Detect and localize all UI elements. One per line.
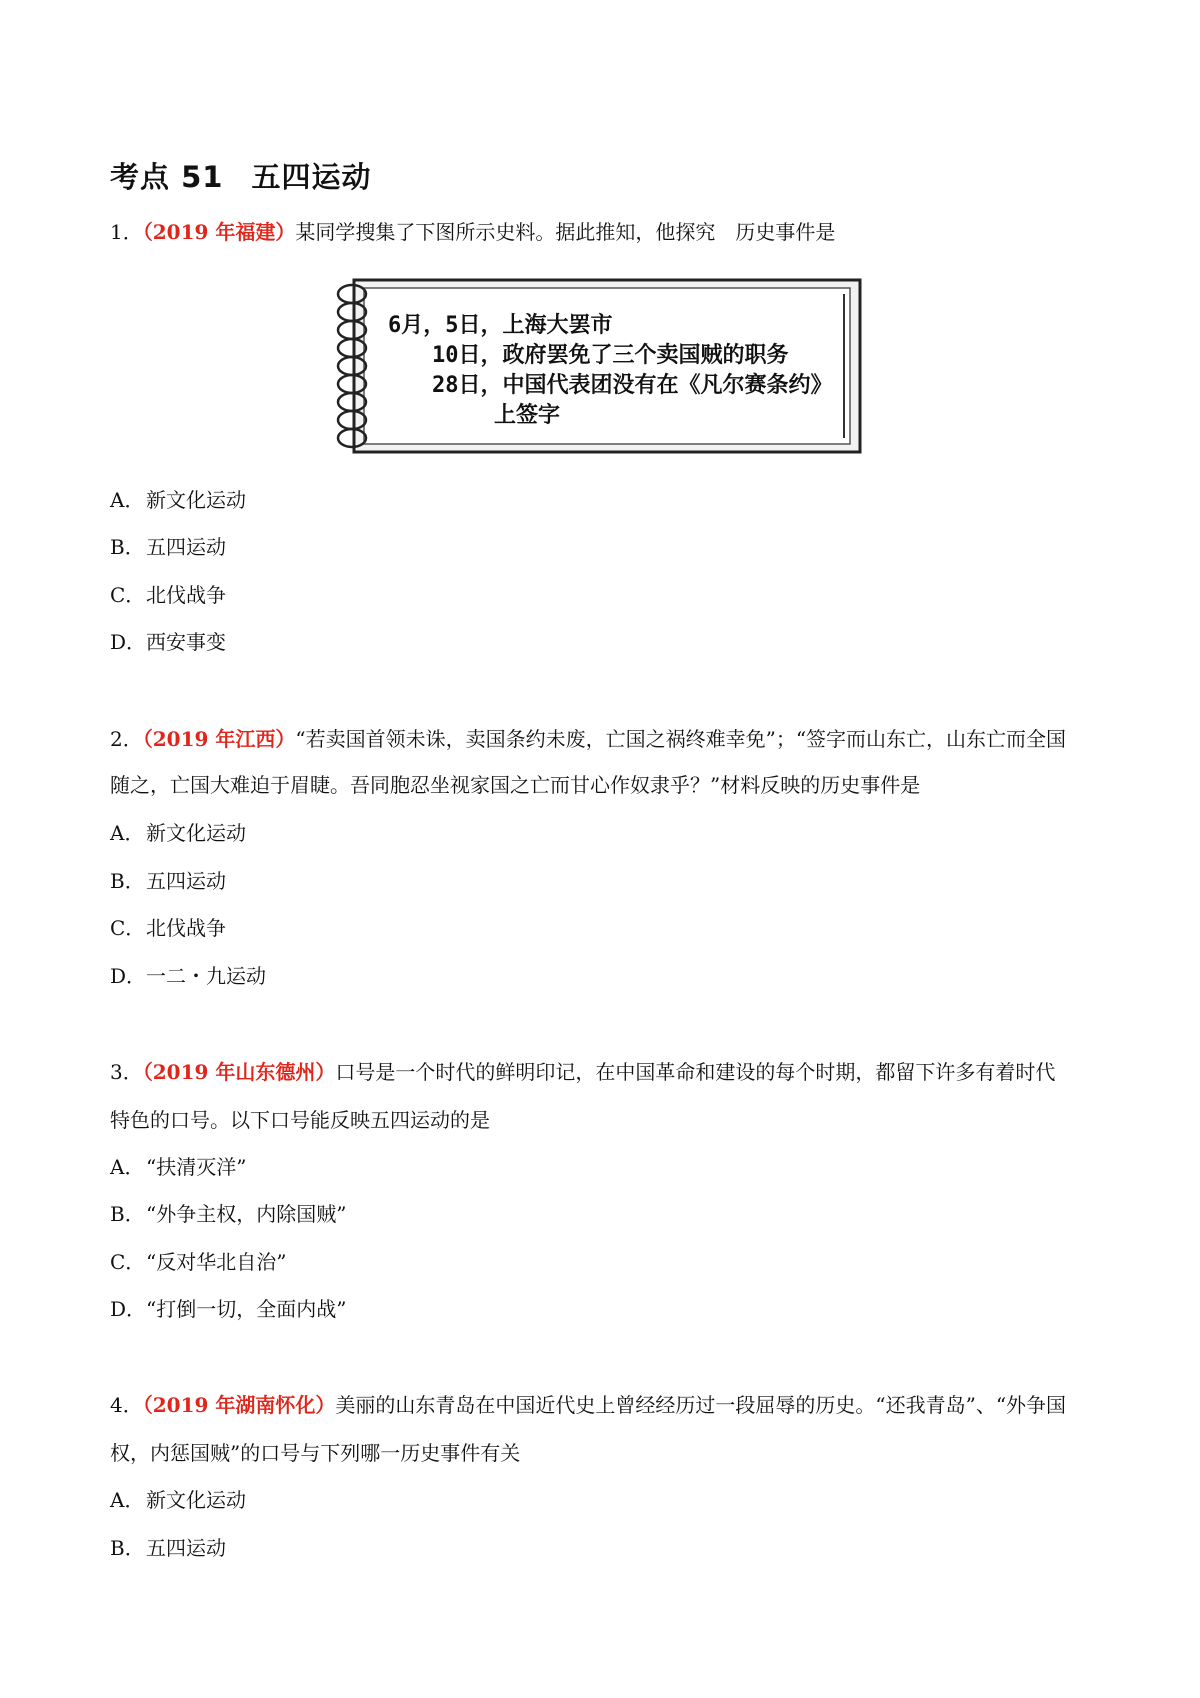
question-source: （2019 年湖南怀化） <box>142 1393 336 1417</box>
option-c[interactable]: C．北伐战争 <box>110 583 226 607</box>
option-b[interactable]: B．五四运动 <box>110 535 226 559</box>
option-d[interactable]: D．一二・九运动 <box>110 964 266 988</box>
question-text: 美丽的山东青岛在中国近代史上曾经经历过一段屈辱的历史。“还我青岛”、“外争国 <box>335 1393 1067 1417</box>
option-a[interactable]: A．“扶清灭洋” <box>110 1155 247 1179</box>
question-source: （2019 年江西） <box>142 727 296 751</box>
question-number: 2． <box>110 727 143 751</box>
title-label: 考点 <box>110 160 171 194</box>
question-number: 4． <box>110 1393 143 1417</box>
title-topic: 五四运动 <box>251 160 372 194</box>
question-2-stem-line-1 <box>110 725 1066 753</box>
question-2-stem-line-2: 随之，亡国大难迫于眉睫。吾同胞忍坐视家国之亡而甘心作奴隶乎？”材料反映的历史事件是 <box>110 773 921 797</box>
figure-line-3: 28日，中国代表团没有在《凡尔赛条约》 <box>432 373 833 398</box>
question-number: 3． <box>110 1060 143 1084</box>
option-b[interactable]: B．“外争主权，内除国贼” <box>110 1202 347 1226</box>
option-a[interactable]: A．新文化运动 <box>110 821 246 845</box>
question-source: （2019 年山东德州） <box>142 1060 336 1084</box>
option-a[interactable]: A．新文化运动 <box>110 488 246 512</box>
option-b[interactable]: B．五四运动 <box>110 869 226 893</box>
question-4-stem-line-2: 权，内惩国贼”的口号与下列哪一历史事件有关 <box>110 1441 521 1465</box>
option-d[interactable]: D．西安事变 <box>110 630 226 654</box>
option-c[interactable]: C．北伐战争 <box>110 916 226 940</box>
question-text: 某同学搜集了下图所示史料。据此推知，他探究 历史事件是 <box>295 220 836 244</box>
question-3-stem-line-2: 特色的口号。以下口号能反映五四运动的是 <box>110 1108 490 1132</box>
page-title <box>110 155 372 196</box>
question-source: （2019 年福建） <box>142 220 296 244</box>
option-b[interactable]: B．五四运动 <box>110 1536 226 1560</box>
option-c[interactable]: C．“反对华北自治” <box>110 1250 287 1274</box>
question-text: 口号是一个时代的鲜明印记，在中国革命和建设的每个时期，都留下许多有着时代 <box>335 1060 1056 1084</box>
title-number: 51 <box>181 160 224 194</box>
option-a[interactable]: A．新文化运动 <box>110 1488 246 1512</box>
notebook-figure <box>326 270 874 462</box>
notebook-image <box>326 270 874 462</box>
question-3-stem-line-1 <box>110 1058 1055 1086</box>
figure-line-4: 上签字 <box>494 403 561 428</box>
question-4-stem-line-1 <box>110 1391 1066 1419</box>
question-number: 1． <box>110 220 143 244</box>
question-text: “若卖国首领未诛，卖国条约未废，亡国之祸终难幸免”；“签字而山东亡，山东亡而全国 <box>295 727 1067 751</box>
option-d[interactable]: D．“打倒一切，全面内战” <box>110 1297 347 1321</box>
figure-line-2: 10日，政府罢免了三个卖国贼的职务 <box>432 343 789 368</box>
question-1-stem <box>110 218 835 246</box>
figure-line-1: 6月，5日，上海大罢市 <box>388 313 613 338</box>
